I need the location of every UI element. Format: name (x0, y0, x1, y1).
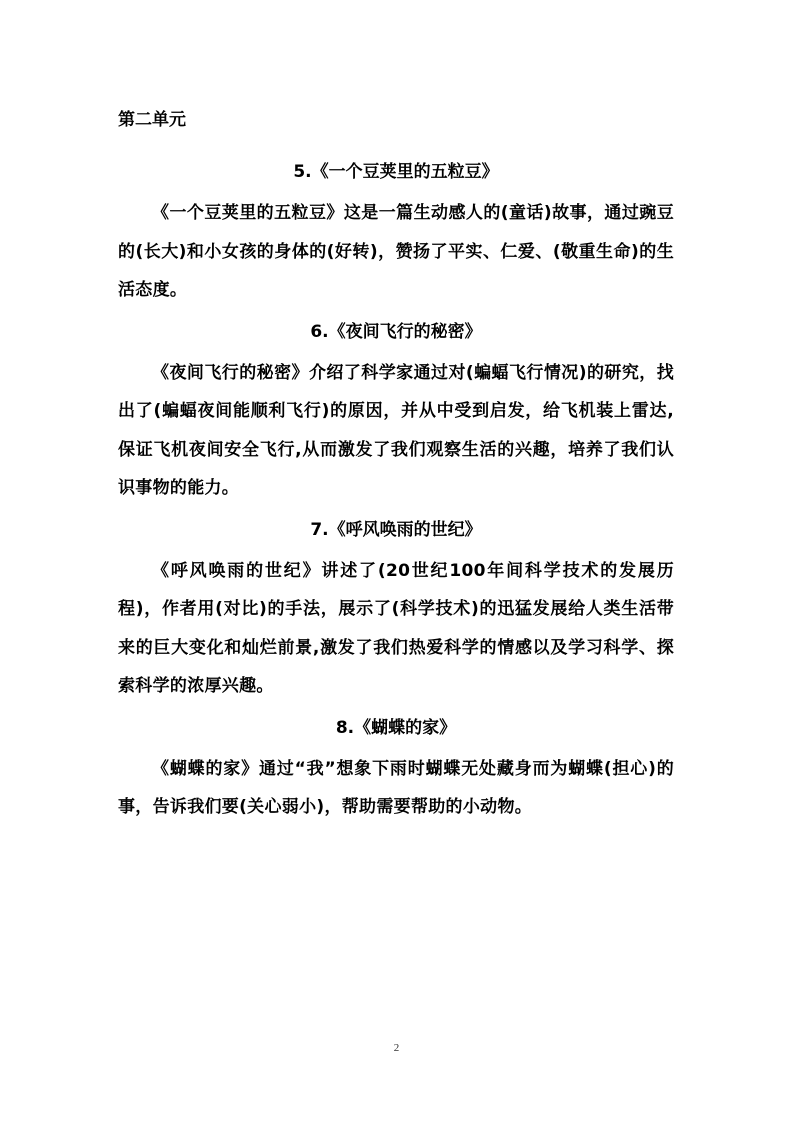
section-body: 《蝴蝶的家》通过“我”想象下雨时蝴蝶无处藏身而为蝴蝶(担心)的事，告诉我们要(关心弱小)，帮助需要帮助的小动物。 (118, 758, 674, 817)
section-title: 5.《一个豆荚里的五粒豆》 (293, 162, 499, 182)
section-6 (118, 318, 674, 508)
document-content (118, 100, 674, 835)
section-title: 6.《夜间飞行的秘密》 (310, 321, 482, 342)
section-title: 8.《蝴蝶的家》 (335, 717, 457, 738)
section-8 (118, 714, 674, 827)
section-body: 《呼风唤雨的世纪》讲述了(20世纪100年间科学技术的发展历程)，作者用(对比)的手法，展示了(科学技术)的迅猛发展给人类生活带来的巨大变化和灿烂前景,激发了我们热爱科学的情感以及学习科学、探索科学的浓厚兴趣。 (118, 560, 674, 696)
section-body: 《一个豆荚里的五粒豆》这是一篇生动感人的(童话)故事，通过豌豆的(长大)和小女孩的身体的(好转)，赞扬了平实、仁爱、(敬重生命)的生活态度。 (118, 203, 674, 300)
unit-title: 第二单元 (118, 110, 186, 130)
section-5 (118, 158, 674, 310)
section-7 (118, 516, 674, 706)
section-body: 《夜间飞行的秘密》介绍了科学家通过对(蝙蝠飞行情况)的研究，找出了(蝙蝠夜间能顺利飞行)的原因，并从中受到启发，给飞机装上雷达,保证飞机夜间安全飞行,从而激发了我们观察生活的兴趣，培养了我们认识事物的能力。 (118, 362, 674, 498)
page-number: 2 (393, 1042, 400, 1054)
section-title: 7.《呼风唤雨的世纪》 (310, 519, 482, 540)
